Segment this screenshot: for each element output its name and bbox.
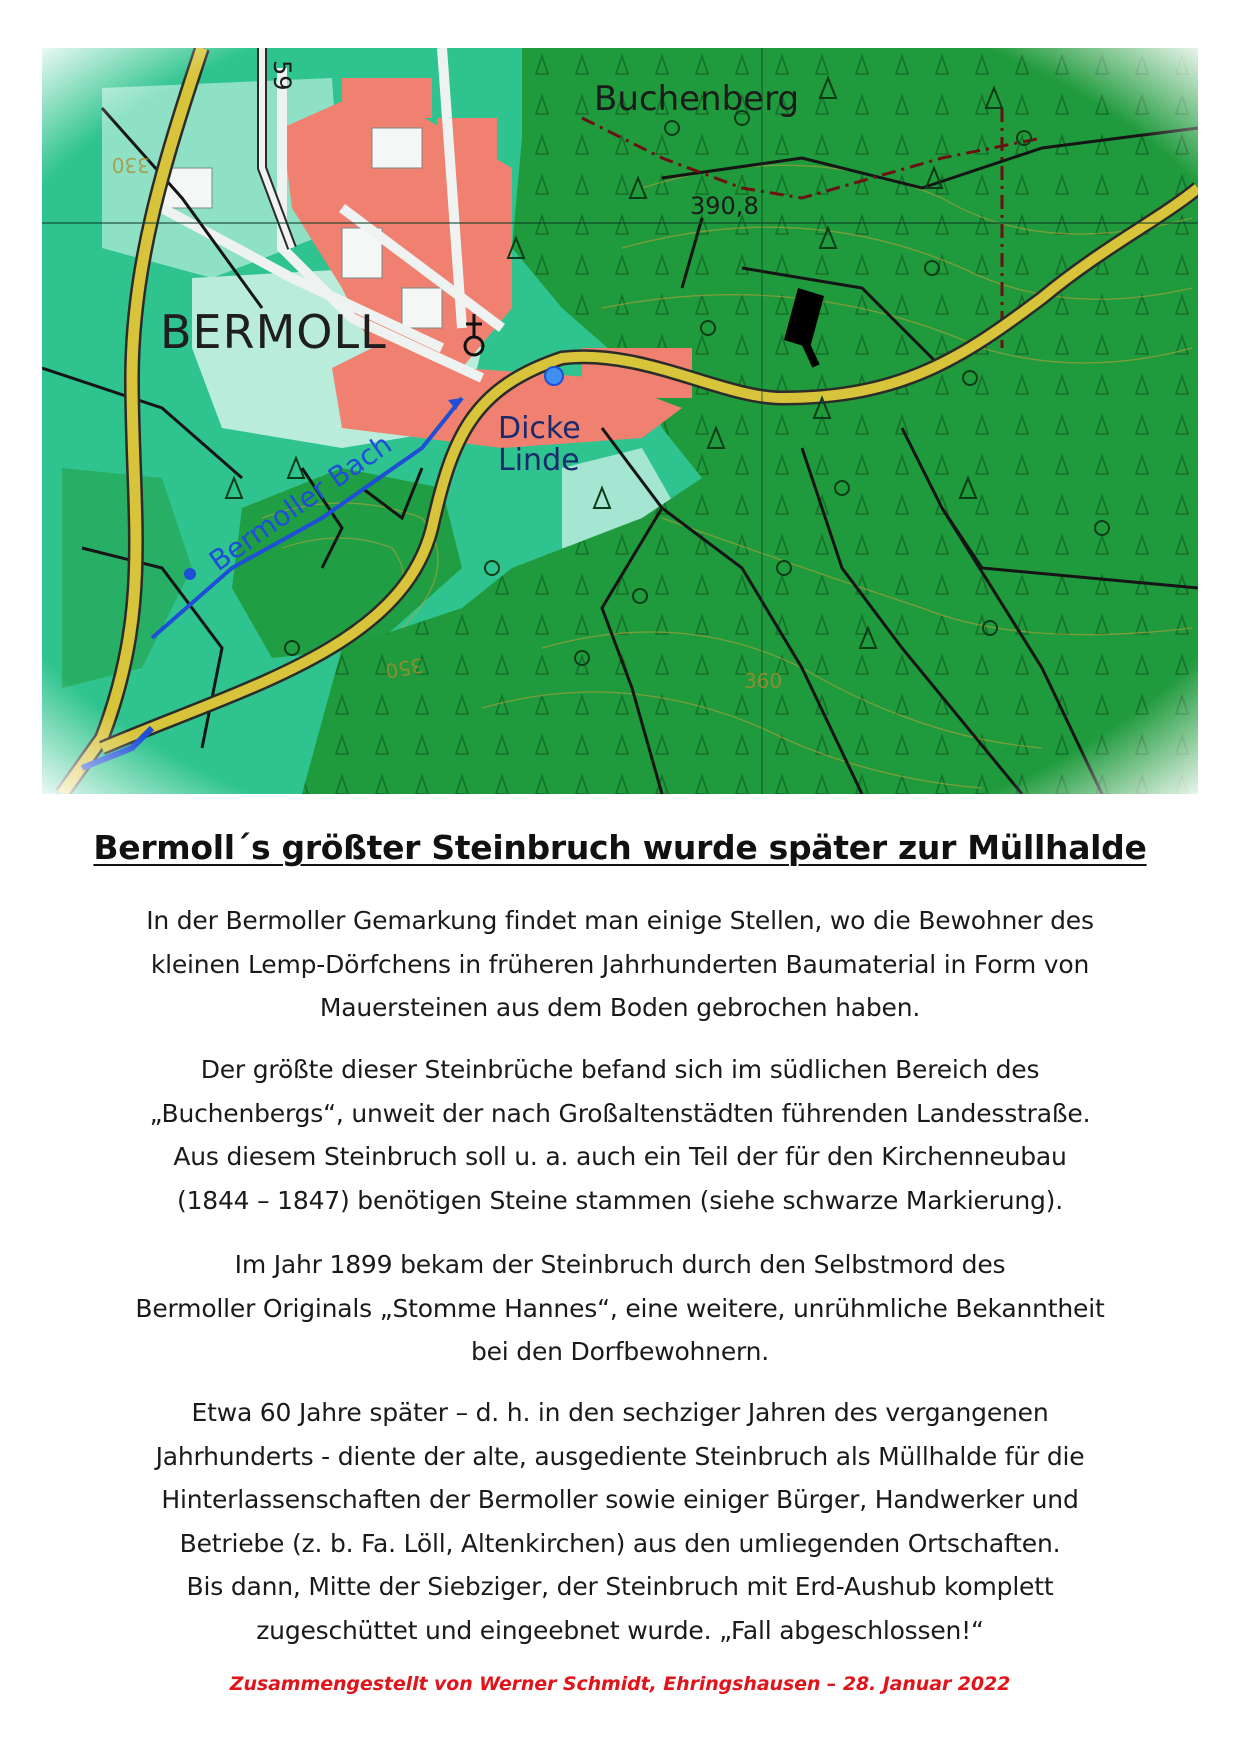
topographic-map (42, 48, 1198, 794)
text-line: Jahrhunderts - diente der alte, ausgediente Steinbruch als Müllhalde für die (155, 1441, 1085, 1471)
text-line: Im Jahr 1899 bekam der Steinbruch durch den Selbstmord des (234, 1250, 1006, 1279)
paragraph-2 (60, 1048, 1180, 1222)
text-line: Etwa 60 Jahre später – d. h. in den sechziger Jahren des vergangenen (191, 1398, 1049, 1427)
text-line: Betriebe (z. b. Fa. Löll, Altenkirchen) aus den umliegenden Ortschaften. (179, 1528, 1061, 1558)
text-line: Hinterlassenschaften der Bermoller sowie einiger Bürger, Handwerker und (161, 1485, 1079, 1514)
text-line: bei den Dorfbewohnern. (470, 1337, 770, 1366)
text-line: (1844 – 1847) benötigen Steine stammen (siehe schwarze Markierung). (177, 1185, 1063, 1215)
text-line: In der Bermoller Gemarkung findet man einige Stellen, wo die Bewohner des (146, 906, 1094, 935)
text-line: Bis dann, Mitte der Siebziger, der Steinbruch mit Erd-Aushub komplett (186, 1572, 1054, 1601)
map-svg (42, 48, 1198, 794)
text-line: „Buchenbergs“, unweit der nach Großaltenstädten führenden Landesstraße. (149, 1098, 1091, 1128)
paragraph-1 (60, 899, 1180, 1030)
page-title: Bermoll´s größter Steinbruch wurde später zur Müllhalde (93, 828, 1147, 867)
text-line: Aus diesem Steinbruch soll u. a. auch ein Teil der für den Kirchenneubau (173, 1142, 1067, 1171)
paragraph-4 (60, 1391, 1180, 1652)
text-line: Bermoller Originals „Stomme Hannes“, eine weitere, unrühmliche Bekanntheit (135, 1293, 1105, 1323)
text-line: Der größte dieser Steinbrüche befand sich im südlichen Bereich des (200, 1055, 1040, 1084)
text-line: zugeschüttet und eingeebnet wurde. „Fall abgeschlossen!“ (256, 1615, 984, 1645)
text-line: Mauersteinen aus dem Boden gebrochen haben. (319, 993, 921, 1022)
map-vignette (42, 48, 1198, 794)
paragraph-3 (60, 1243, 1180, 1374)
text-line: kleinen Lemp-Dörfchens in früheren Jahrhunderten Baumaterial in Form von (150, 949, 1090, 979)
author-credit: Zusammengestellt von Werner Schmidt, Ehringshausen – 28. Januar 2022 (229, 1673, 1011, 1695)
